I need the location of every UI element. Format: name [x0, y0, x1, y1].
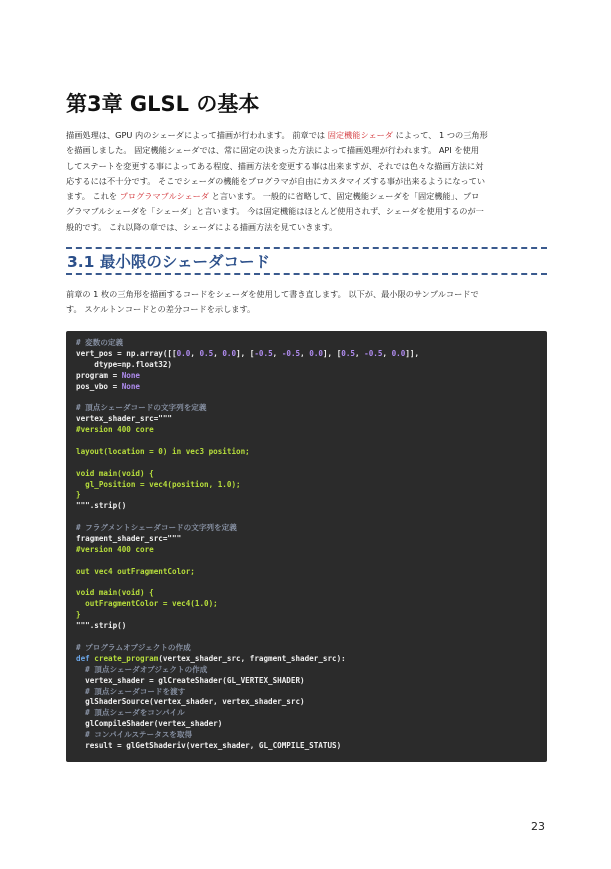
code-line [76, 338, 547, 349]
code-token: -0.5 [281, 348, 301, 358]
code-token: ], [ [236, 348, 255, 358]
code-token: , [190, 348, 200, 358]
code-token: layout(location = 0) in vec3 position; [76, 446, 250, 456]
text-run: してステートを変更する事によってある程度、描画方法を変更する事は出来ますが、それでは色々な描画方法に対 [66, 160, 484, 171]
code-token: } [76, 490, 81, 500]
code-line [76, 599, 547, 610]
intro-line [66, 143, 552, 158]
code-token: ], [ [322, 348, 342, 358]
text-run: す。 スケルトンコードとの差分コードを示します。 [66, 304, 256, 315]
code-line [76, 610, 547, 621]
code-line [76, 447, 547, 458]
text-run: 描画処理は、GPU 内のシェーダによって描画が行われます。 前章では [66, 130, 328, 140]
intro-line [66, 220, 552, 235]
section-paragraph [66, 287, 552, 318]
code-token: create_program [94, 653, 159, 663]
code-line [76, 632, 547, 643]
code-token: vert_pos = np.array([[ [76, 348, 177, 358]
code-token: gl_Position = vec4(position, 1.0); [76, 479, 241, 489]
section-heading-box [66, 247, 547, 275]
code-line [76, 458, 547, 469]
code-token: None [121, 381, 141, 391]
page-number: 23 [531, 820, 545, 833]
code-line [76, 501, 547, 512]
text-run: を描画しました。 固定機能シェーダでは、常に固定の決まった方法によって描画処理が行われます。 API を使用 [66, 145, 479, 156]
code-token: void main(void) { [76, 468, 154, 478]
code-token: #version 400 core [76, 425, 154, 435]
code-line [76, 719, 547, 730]
code-line [76, 588, 547, 599]
code-token: out vec4 outFragmentColor; [76, 566, 195, 576]
section-para-line [66, 287, 552, 302]
text-run: ます。 これを [66, 191, 120, 202]
code-line [76, 697, 547, 708]
code-line [76, 523, 547, 534]
code-token: """.strip() [76, 621, 127, 631]
text-run: 般的です。 これ以降の章では、シェーダによる描画方法を見ていきます。 [66, 221, 338, 232]
code-token: result = glGetShaderiv(vertex_shader, GL_COMPILE_STATUS) [76, 740, 342, 750]
code-line [76, 512, 547, 523]
code-token: dtype=np.float32) [76, 359, 173, 369]
code-token: # フラグメントシェーダコードの文字列を定義 [76, 523, 237, 533]
code-line [76, 708, 547, 719]
code-line [76, 643, 547, 654]
code-token: # 頂点シェーダをコンパイル [76, 708, 185, 718]
code-line [76, 360, 547, 371]
code-line [76, 567, 547, 578]
code-line [76, 534, 547, 545]
code-token: void main(void) { [76, 588, 154, 598]
code-line [76, 392, 547, 403]
code-token: } [76, 610, 81, 620]
code-token: # プログラムオブジェクトの作成 [76, 642, 191, 652]
code-line [76, 665, 547, 676]
code-token: vertex_shader_src=""" [76, 414, 173, 424]
code-token: 0.5 [341, 348, 355, 358]
code-line [76, 676, 547, 687]
highlighted-term: プログラマブルシェーダ [119, 191, 210, 202]
code-token: #version 400 core [76, 544, 154, 554]
intro-line [66, 128, 552, 143]
code-line [76, 741, 547, 752]
code-line [76, 730, 547, 741]
code-token: # 変数の定義 [76, 338, 124, 347]
code-line [76, 371, 547, 382]
text-run: 前章の 1 枚の三角形を描画するコードをシェーダを使用して書き直します。 以下が、最小限のサンプルコードで [66, 289, 479, 299]
code-token: 0.0 [176, 348, 191, 358]
code-token: # 頂点シェーダコードを渡す [76, 686, 186, 696]
code-token: , [272, 348, 282, 358]
text-run: と言います。 一般的に省略して、固定機能シェーダを「固定機能」、プロ [209, 191, 480, 202]
code-token: fragment_shader_src=""" [76, 534, 182, 544]
section-title: 3.1 最小限のシェーダコード [67, 253, 271, 271]
code-token: """.strip() [76, 501, 127, 511]
code-token: (vertex_shader_src, fragment_shader_src): [158, 653, 346, 663]
code-line [76, 414, 547, 425]
code-line [76, 469, 547, 480]
code-token: , [355, 348, 365, 358]
text-run: 応するには不十分です。 そこでシェーダの機能をプログラマが自由にカスタマイズする事が出来るようになってい [66, 175, 486, 186]
code-line [76, 578, 547, 589]
code-token: glCompileShader(vertex_shader) [76, 719, 223, 729]
code-token: glShaderSource(vertex_shader, vertex_shader_src) [76, 697, 305, 707]
intro-line [66, 174, 552, 189]
highlighted-term: 固定機能シェーダ [327, 130, 394, 140]
code-line [76, 654, 547, 665]
code-token: # 頂点シェーダコードの文字列を定義 [76, 403, 207, 413]
intro-line [66, 204, 552, 219]
code-line [76, 556, 547, 567]
text-run: グラマブルシェーダを「シェーダ」と言います。 今は固定機能はほとんど使用されず、シェーダを使用するのが一 [66, 206, 484, 217]
code-token: vertex_shader = glCreateShader(GL_VERTEX_SHADER) [76, 675, 305, 685]
code-token: pos_vbo = [76, 381, 122, 391]
code-token: None [121, 370, 141, 380]
code-token: 0.0 [309, 348, 323, 358]
code-token: -0.5 [364, 348, 383, 358]
code-token: , [300, 348, 310, 358]
section-para-line [66, 302, 552, 317]
intro-line [66, 159, 552, 174]
code-token: # コンパイルステータスを取得 [76, 730, 193, 740]
code-line [76, 490, 547, 501]
code-token: # 頂点シェーダオブジェクトの作成 [76, 664, 208, 674]
code-token: , [213, 348, 223, 358]
code-line [76, 382, 547, 393]
code-token: def [76, 653, 95, 663]
code-line [76, 545, 547, 556]
code-token: 0.5 [199, 348, 214, 358]
code-line [76, 687, 547, 698]
intro-line [66, 189, 552, 204]
code-token: program = [76, 370, 122, 380]
code-line [76, 436, 547, 447]
chapter-title: 第3章 GLSL の基本 [66, 92, 260, 116]
code-line [76, 349, 547, 360]
code-line [76, 403, 547, 414]
code-line [76, 480, 547, 491]
code-line [76, 425, 547, 436]
intro-paragraph [66, 128, 552, 235]
code-token: 0.0 [391, 348, 406, 358]
code-line [76, 621, 547, 632]
code-block [66, 331, 547, 762]
code-token: , [382, 348, 392, 358]
text-run: によって、 1 つの三角形 [393, 130, 488, 140]
code-token: outFragmentColor = vec4(1.0); [76, 599, 218, 609]
code-token: 0.0 [222, 348, 237, 358]
code-token: -0.5 [254, 348, 273, 358]
code-token: ]], [405, 348, 420, 358]
